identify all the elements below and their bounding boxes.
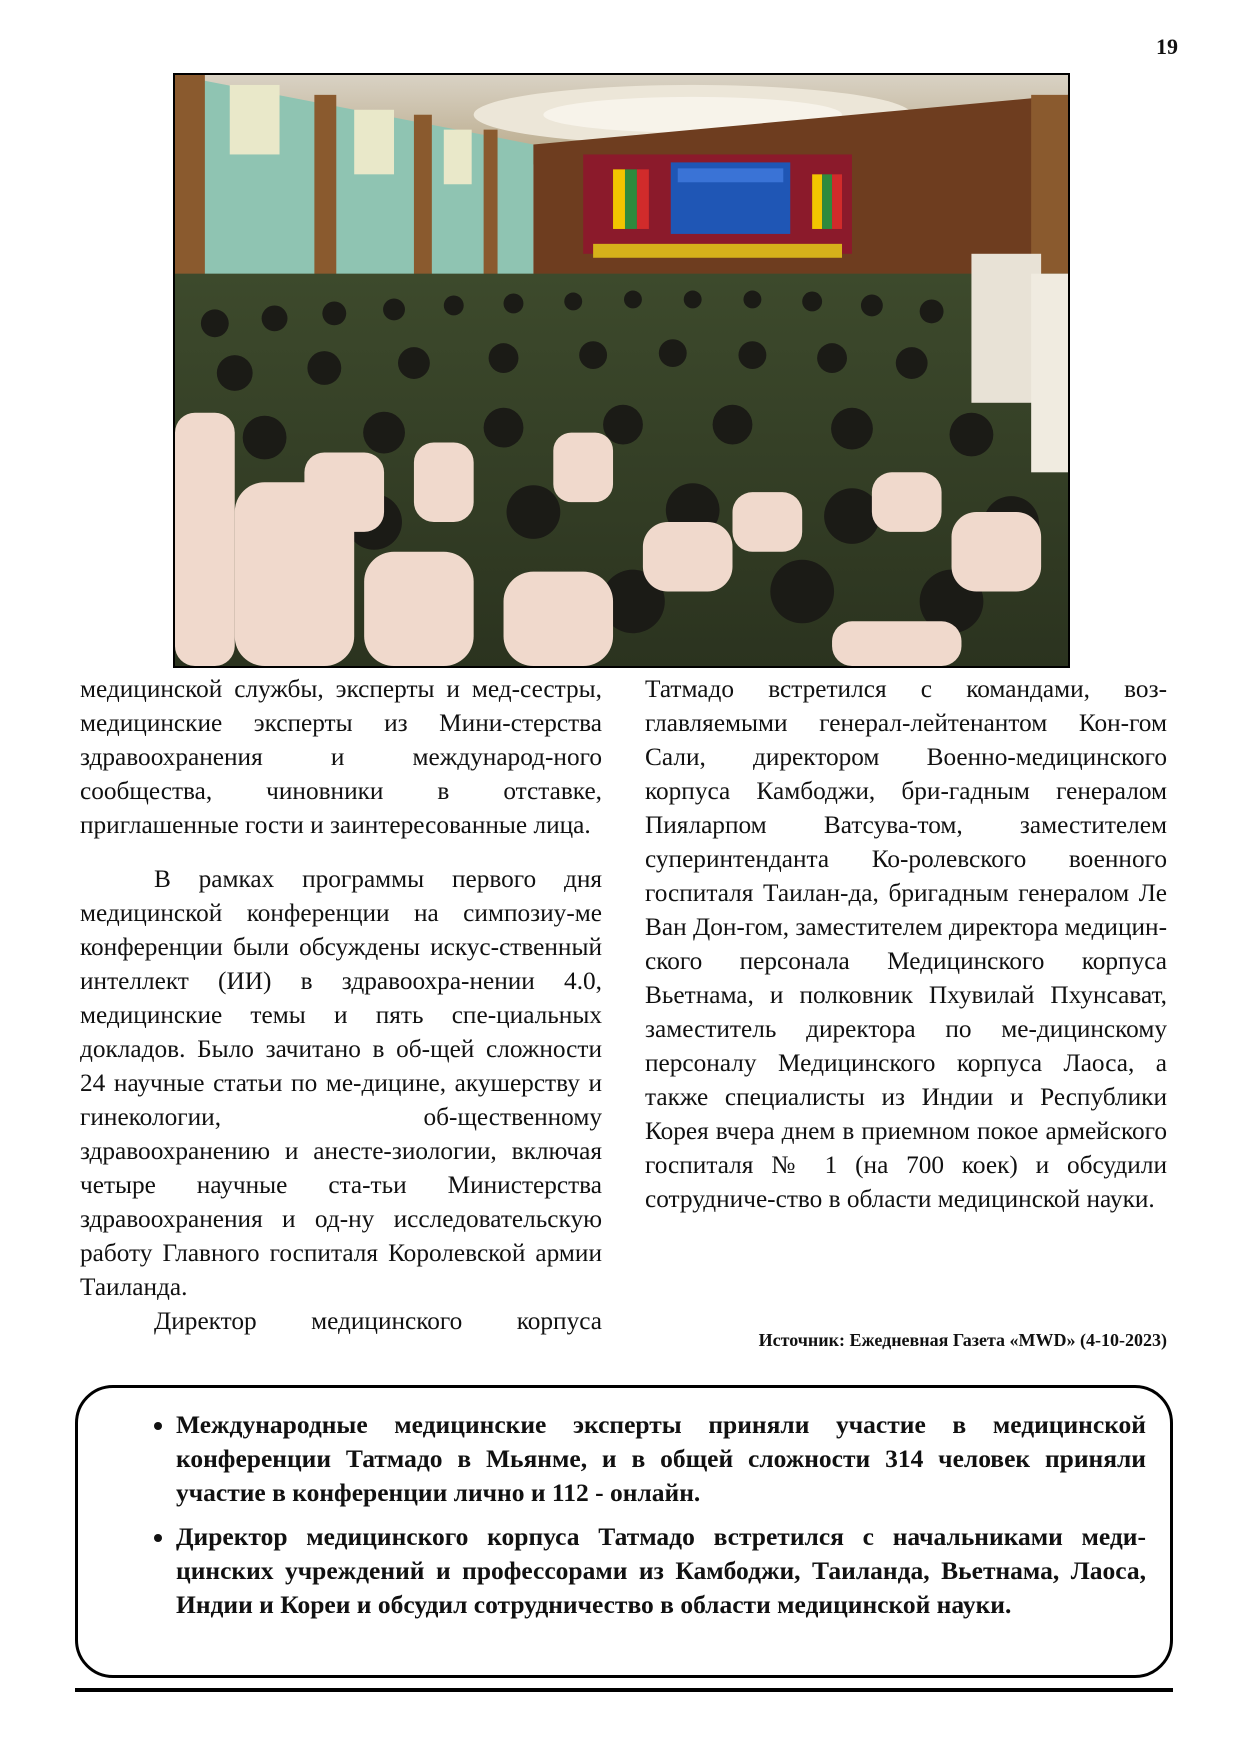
paragraph: Татмадо встретился с командами, воз-главляемыми генерал-лейтенантом Кон-гом Сали, директором Военно-медицинского корпуса Камбоджи, бри-гадным генералом Пияларпом Ватсува-том, заместителем суперинтенданта Ко-ролевского военного госпиталя Таилан-да, бригадным генералом Ле Ван Дон-гом, заместителем директора медицин-ского персонала Медицинского корпуса Вьетнама, и полковник Пхувилай Пхунсават, заместитель директора по ме-дицинскому персоналу Медицинского корпуса Лаоса, а также специалисты из Индии и Республики Корея вчера днем в приемном покое армейского госпиталя № 1 (на 700 коек) и обсудили сотрудниче-ство в области медицинской науки.	[645, 675, 1167, 1213]
summary-box	[75, 1385, 1173, 1678]
page-number: 19	[1156, 34, 1178, 59]
conference-hall-illustration	[175, 75, 1068, 666]
summary-list	[118, 1408, 1146, 1622]
conference-photo	[173, 73, 1070, 668]
paragraph: В рамках программы первого дня медицинской конференции на симпозиу-ме конференции были обсуждены искус-ственный интеллект (ИИ) в здравоохра-нении 4.0, медицинские темы и пять спе-циальных докладов. Было зачитано в об-щей сложности 24 научные статьи по ме-дицине, акушерству и гинекологии, об-щественному здравоохранению и анесте-зиологии, включая четыре научные ста-тьи Министерства здравоохранения и од-ну исследовательскую работу Главного госпиталя Королевской армии Таиланда.	[80, 865, 602, 1301]
left-column	[80, 672, 602, 1338]
summary-item: • Международные медицинские эксперты приняли участие в медицинской конференции Татмадо в Мьянме, и в общей сложности 314 человек приняли участие в конференции лично и 112 - онлайн.	[176, 1408, 1146, 1510]
paragraph: Директор медицинского корпуса	[154, 1307, 602, 1335]
bottom-divider	[75, 1688, 1173, 1692]
source-credit: Источник: Ежедневная Газета «MWD» (4-10-2023)	[758, 1330, 1167, 1350]
summary-item: • Директор медицинского корпуса Татмадо встретился с начальниками меди-цинских учреждений и профессорами из Камбоджи, Таиланда, Вьетнама, Лаоса, Индии и Кореи и обсудил сотрудничество в области медицинской науки.	[176, 1520, 1146, 1622]
paragraph: медицинской службы, эксперты и мед-сестры, медицинские эксперты из Мини-стерства здравоохранения и международ-ного сообщества, чиновники в отставке, приглашенные гости и заинтересованные лица.	[80, 675, 602, 839]
right-column	[645, 672, 1167, 1216]
